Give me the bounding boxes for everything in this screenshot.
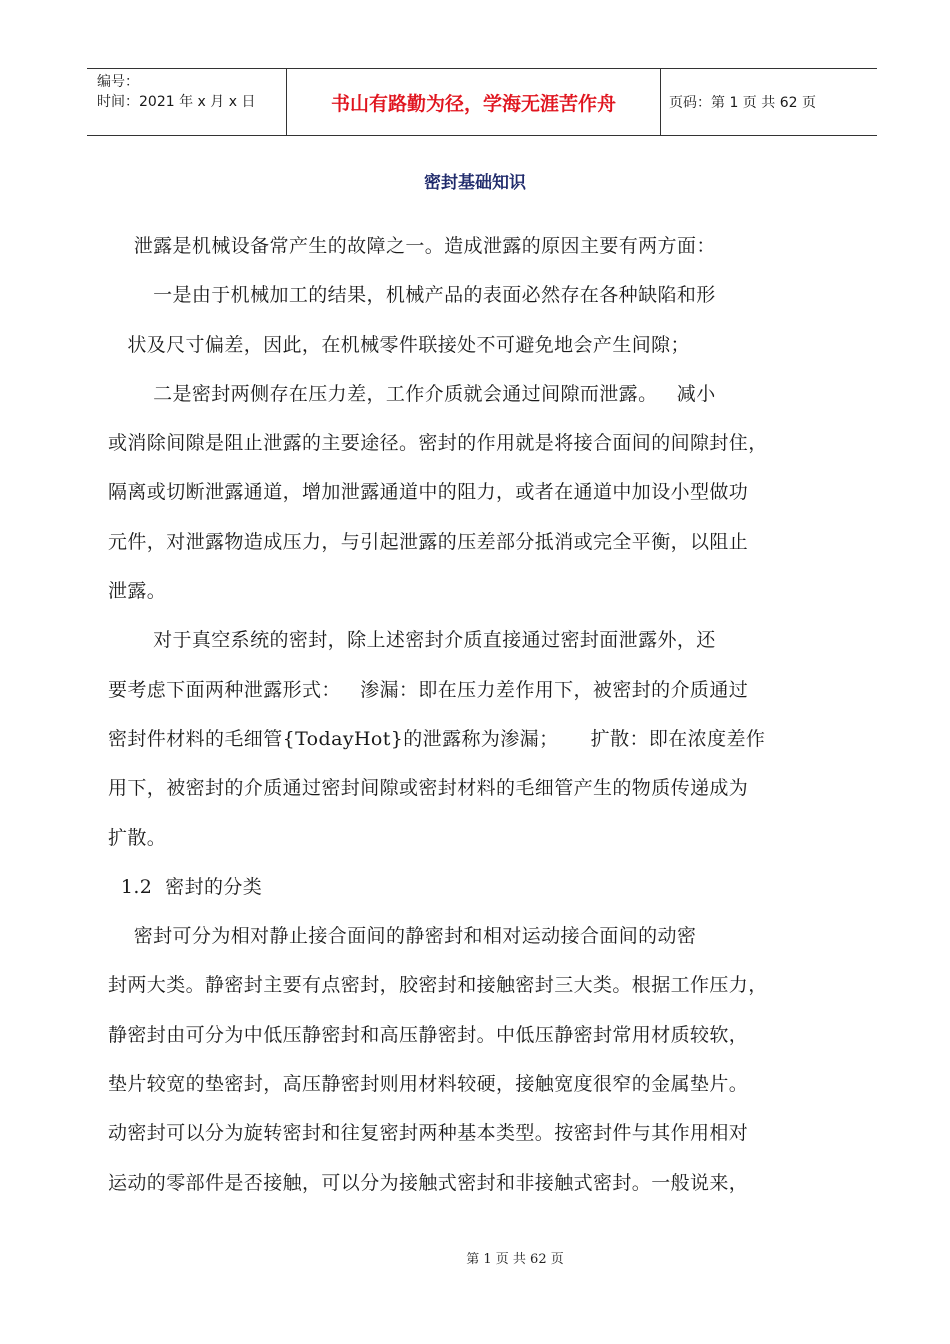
text-line: 垫片较宽的垫密封，高压静密封则用材料较硬，接触宽度很窄的金属垫片。: [108, 1073, 749, 1096]
text-line: 要考虑下面两种泄露形式： 渗漏：即在压力差作用下，被密封的介质通过: [108, 678, 749, 701]
text-line: 泄露。: [108, 580, 167, 603]
text-line: 用下，被密封的介质通过密封间隙或密封材料的毛细管产生的物质传递成为: [108, 777, 749, 800]
text-line: 动密封可以分为旋转密封和往复密封两种基本类型。按密封件与其作用相对: [108, 1122, 749, 1145]
header-page-info: 页码：第 1 页 共 62 页: [669, 95, 816, 111]
document-body: [108, 222, 853, 1208]
text-line: 扩散。: [108, 826, 167, 849]
text-line: 对于真空系统的密封，除上述密封介质直接通过密封面泄露外，还: [108, 629, 716, 652]
page-footer: 第 1 页 共 62 页: [466, 1252, 564, 1267]
text-line: 密封件材料的毛细管{TodayHot}的泄露称为渗漏； 扩散：即在浓度差作: [108, 727, 766, 750]
time-label: 时间：2021 年 x 月 x 日: [97, 94, 256, 110]
text-line: 二是密封两侧存在压力差，工作介质就会通过间隙而泄露。 减小: [108, 382, 716, 405]
text-line: 密封可分为相对静止接合面间的静密封和相对运动接合面间的动密: [108, 925, 697, 948]
text-line: 运动的零部件是否接触，可以分为接触式密封和非接触式密封。一般说来，: [108, 1171, 749, 1194]
number-label: 编号：: [97, 74, 139, 90]
text-line: 元件，对泄露物造成压力，与引起泄露的压差部分抵消或完全平衡，以阻止: [108, 530, 749, 553]
document-title: 密封基础知识: [424, 173, 526, 193]
text-line: 静密封由可分为中低压静密封和高压静密封。中低压静密封常用材质较软，: [108, 1023, 749, 1046]
section-heading: 1.2 密封的分类: [108, 875, 263, 898]
header-meta: [87, 69, 287, 135]
text-line: 一是由于机械加工的结果，机械产品的表面必然存在各种缺陷和形: [108, 284, 716, 307]
text-line: 泄露是机械设备常产生的故障之一。造成泄露的原因主要有两方面：: [108, 235, 716, 257]
text-line: 状及尺寸偏差，因此，在机械零件联接处不可避免地会产生间隙；: [108, 333, 690, 356]
text-line: 封两大类。静密封主要有点密封，胶密封和接触密封三大类。根据工作压力，: [108, 974, 768, 997]
text-line: 隔离或切断泄露通道，增加泄露通道中的阻力，或者在通道中加设小型做功: [108, 481, 749, 504]
header-motto: 书山有路勤为径，学海无涯苦作舟: [287, 69, 661, 135]
text-line: 或消除间隙是阻止泄露的主要途径。密封的作用就是将接合面间的间隙封住，: [108, 432, 768, 455]
header-table: [87, 68, 877, 136]
